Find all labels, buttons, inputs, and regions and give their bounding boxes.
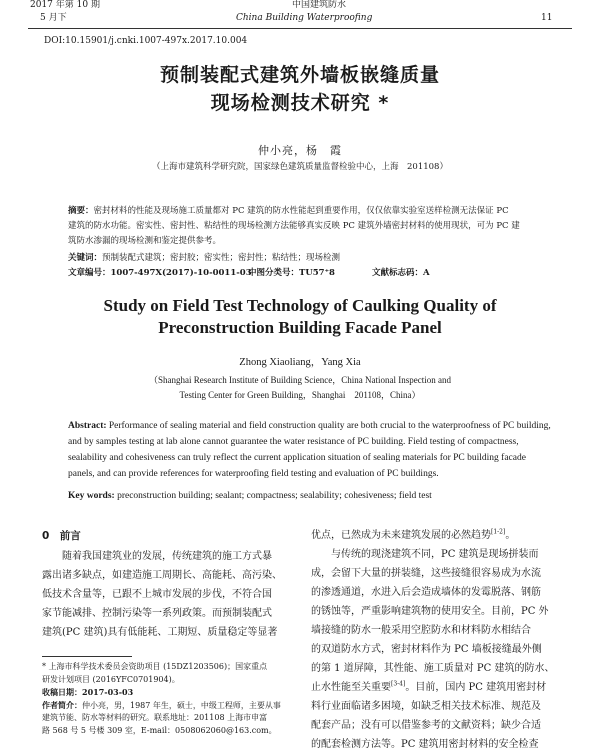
- affiliation-en-line1: （Shanghai Research Institute of Building Science，China National Inspection and: [149, 375, 451, 385]
- doi: DOI:10.15901/j.cnki.1007-497x.2017.10.004: [44, 36, 248, 46]
- authors-en: Zhong Xiaoliang，Yang Xia: [239, 357, 361, 368]
- abstract-cn-label: 摘要：: [68, 206, 94, 216]
- right-line-6: 的双道防水方式，密封材料作为 PC 墙板接缝最外侧: [311, 644, 542, 655]
- right-line-0: 优点，已然成为未来建筑发展的必然趋势[1-2]。: [311, 528, 516, 541]
- bio-line3: 路 568 号 5 号楼 309 室，E-mail：0508062060@163.com。: [42, 725, 277, 735]
- keywords-cn-label: 关键词：: [68, 253, 103, 263]
- funding-line2: 研发计划项目 (2016YFC0701904)。: [42, 674, 180, 684]
- abstract-cn-line2: 建筑的防水功能。密实性、密封性、粘结性的现场检测方法能够真实反映 PC 建筑外墙密封材料的使用现状，可为 PC 建: [68, 221, 520, 231]
- right-line-4: 的锈蚀等，严重影响建筑物的使用安全。目前，PC 外: [311, 606, 549, 617]
- journal-name-cn: 中国建筑防水: [292, 0, 347, 10]
- affiliation-en: [0, 373, 600, 403]
- journal-name-en: China Building Waterproofing: [236, 13, 373, 23]
- keywords-cn-text: 预制装配式建筑；密封胶；密实性；密封性；粘结性；现场检测: [102, 253, 341, 263]
- left-line-1: 随着我国建筑业的发展，传统建筑的施工方式暴: [62, 551, 272, 562]
- abstract-en: [68, 418, 552, 482]
- keywords-cn: [68, 251, 560, 266]
- affiliation-cn: （上海市建筑科学研究院，国家绿色建筑质量监督检验中心，上海 201108）: [152, 162, 448, 172]
- intro-paragraph-left: [42, 547, 292, 642]
- abstract-en-label: Abstract:: [68, 421, 107, 431]
- citation-3-4: [3-4]: [391, 680, 406, 688]
- left-line-4: 家节能减排、控制污染等一系列政策。而预制装配式: [42, 608, 272, 619]
- abstract-cn-line1: 密封材料的性能及现场施工质量都对 PC 建筑的防水性能起到重要作用，仅仅依靠实验室送样检测无法保证 PC: [93, 206, 509, 216]
- footnote: [42, 661, 292, 737]
- intro-paragraph-right: [311, 526, 561, 754]
- abstract-en-line3: sealability and cohesiveness can truly reflect the current application situation of sealing materials for PC building facade: [68, 453, 526, 463]
- section-title-intro: 0 前言: [42, 530, 81, 542]
- keywords-en: [68, 488, 552, 504]
- left-line-3: 低技术含量等，已跟不上城市发展的步伐，不符合国: [42, 589, 272, 600]
- abstract-en-line2: and by samples testing at lab alone cannot guarantee the water resistance of PC building. Field testing of compactness,: [68, 437, 519, 447]
- bio-label: 作者简介：: [42, 699, 82, 710]
- right-line-11: 的配套检测方法等。PC 建筑用密封材料的安全检查: [311, 739, 539, 750]
- bio-line1: 仲小亮，男，1987 年生，硕士，中级工程师，主要从事: [82, 700, 281, 710]
- affiliation-en-line2: Testing Center for Green Building，Shanghai 201108，China）: [179, 390, 421, 400]
- title-cn-line1: 预制装配式建筑外墙板嵌缝质量: [159, 64, 440, 86]
- footnote-rule: [42, 656, 132, 657]
- right-line-7: 的第 1 道屏障，其性能、施工质量对 PC 建筑的防水、: [311, 663, 555, 674]
- right-line-3: 的渗透通道，水进入后会造成墙体的发霉脱落、钢筋: [311, 587, 541, 598]
- right-line-8: 止水性能至关重要[3-4]。目前，国内 PC 建筑用密封材: [311, 680, 547, 693]
- funding-line1: * 上海市科学技术委员会资助项目 (15DZ1203506)；国家重点: [42, 662, 268, 671]
- document-code: 文献标志码：A: [372, 268, 430, 278]
- received-date: 收稿日期：2017-03-03: [42, 687, 134, 697]
- authors-cn: 仲小亮，杨 霞: [258, 144, 342, 157]
- issue-label: 2017 年第 10 期: [30, 0, 100, 10]
- month-label: 5 月下: [40, 13, 67, 23]
- right-line-1: 与传统的现浇建筑不同，PC 建筑是现场拼装而: [331, 549, 539, 560]
- title-en-line1: Study on Field Test Technology of Caulking Quality of: [103, 296, 497, 315]
- page-number: 11: [541, 13, 553, 23]
- right-line-2: 成，会留下大量的拼装缝，这些接缝很容易成为水流: [311, 568, 541, 579]
- keywords-en-text: preconstruction building; sealant; compactness; sealability; cohesiveness; field test: [117, 491, 432, 501]
- title-en-line2: Preconstruction Building Facade Panel: [158, 318, 442, 337]
- right-line-5: 墙接缝的防水一般采用空腔防水和材料防水相结合: [311, 625, 531, 636]
- citation-1-2: [1-2]: [491, 528, 506, 536]
- abstract-cn-line3: 筑防水渗漏的现场检测和鉴定提供参考。: [68, 236, 222, 246]
- abstract-en-line1: Performance of sealing material and field construction quality are both crucial to the waterproofness of PC building,: [108, 421, 551, 431]
- article-number: 文章编号：1007-497X(2017)-10-0011-03: [68, 268, 252, 278]
- abstract-en-line4: panels, and can provide references for waterproofing field testing and evaluation of PC buildings.: [68, 469, 439, 479]
- title-cn-line2: 现场检测技术研究 *: [210, 92, 390, 114]
- left-line-2: 露出诸多缺点，如建造施工周期长、高能耗、高污染、: [42, 570, 282, 581]
- keywords-en-label: Key words:: [68, 491, 115, 501]
- left-line-5: 建筑(PC 建筑)具有低能耗、工期短、质量稳定等显著: [42, 627, 278, 638]
- bio-line2: 建筑节能、防水等材料的研究。联系地址：201108 上海市申富: [42, 713, 268, 722]
- clc-number: 中图分类号：TU57⁺8: [248, 268, 335, 278]
- right-line-10: 配套产品；没有可以借鉴参考的文献资料；缺少合适: [311, 720, 541, 731]
- header-rule: [28, 28, 572, 29]
- abstract-cn: [68, 204, 560, 249]
- right-line-9: 料行业面临诸多困境，如缺乏相关技术标准、规范及: [311, 701, 541, 712]
